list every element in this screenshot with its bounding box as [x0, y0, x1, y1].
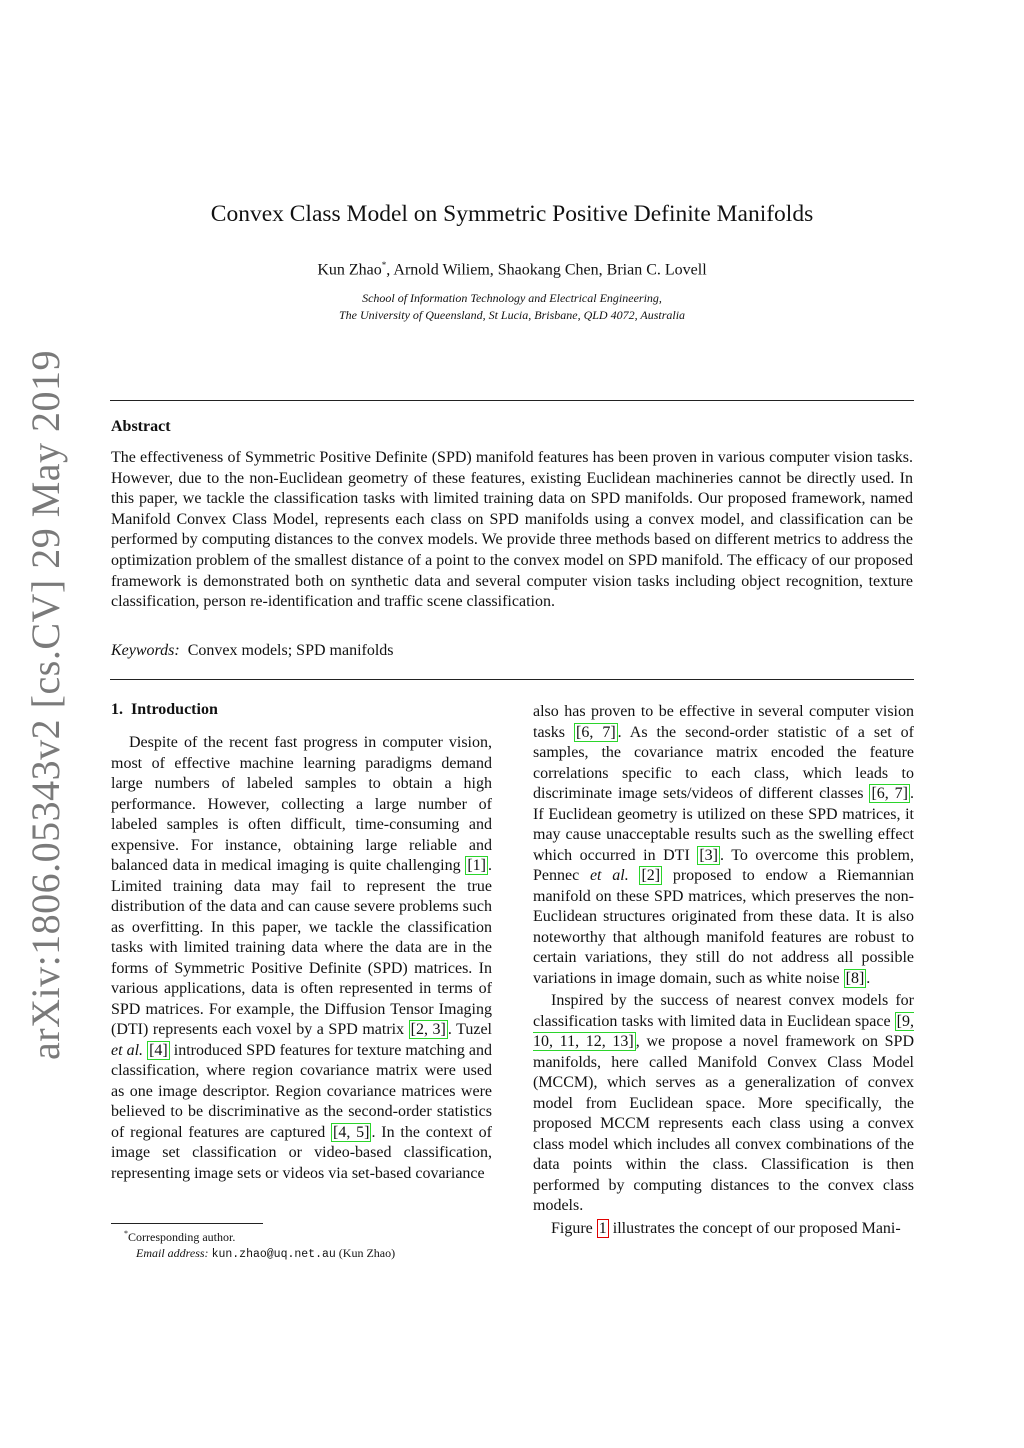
citation-link[interactable]: [8] — [845, 969, 865, 987]
keywords-label: Keywords: — [111, 642, 180, 659]
author-list — [0, 260, 1024, 279]
intro-paragraph-1: Despite of the recent fast progress in computer vision, most of effective machine learning paradigms demand large numbers of labeled samples to obtain a high performance. However, collecting a large number of labeled samples is often difficult, time-consuming and expensive. For instance, obtaining large reliable and balanced data in medical imaging is quite challenging [1] . Limited training data may fail to represent the true distribution of the data and can cause severe problems such as overfitting. In this paper, we tackle the classification tasks with limited training data where the data are in the forms of Symmetric Positive Definite (SPD) matrices. In various applications, data is often represented in terms of SPD matrices. For example, the Diffusion Tensor Imaging (DTI) represents each voxel by a SPD matrix [2, 3] . Tuzel et al. [4] introduced SPD features for texture matching and classification, where region covariance matrix were used as one image descriptor. Region covariance matrices were believed to be discriminative as the second-order statistics of regional features are captured [4, 5] . In the context of image set classification or video-based classification, representing image sets or videos via set-based covariance — [111, 734, 493, 1182]
citation-link[interactable]: [2] — [641, 867, 661, 884]
abstract-text: The effectiveness of Symmetric Positive Definite (SPD) manifold features has been proven in various computer vision tasks. However, due to the non-Euclidean geometry of these features, existing Euclidean machineries cannot be directly used. In this paper, we tackle the classification tasks with limited training data on SPD manifolds. Our proposed framework, named Manifold Convex Class Model, represents each class on SPD manifolds using a convex model, and classification can be performed by computing distances to the convex models. We provide three methods based on different metrics to address the optimization problem of the smallest distance of a point to the convex model on SPD manifold. The efficacy of our proposed framework is demonstrated both on synthetic data and several computer vision tasks including object recognition, texture classification, person re-identification and traffic scene classification. — [111, 449, 913, 611]
corresponding-mark: * — [381, 260, 387, 270]
footnote-rule — [111, 1223, 263, 1224]
footnote-corresponding: *Corresponding author. — [124, 1229, 236, 1244]
intro-paragraph-2: Inspired by the success of nearest convex models for classification tasks with limited data in Euclidean space [9, 10, 11, 12, 13] , we propose a novel framework on SPD manifolds, here called Manifold Convex Class Model (MCCM), which serves as a generalization of convex model from Euclidean space. More specifically, the proposed MCCM represents each class using a convex class model which includes all convex combinations of the data points within the class. Classification is then performed by computing distances to the convex class models. — [533, 992, 915, 1214]
citation-link[interactable]: [6, 7] — [576, 723, 616, 741]
citation-link[interactable]: [4] — [149, 1041, 168, 1059]
intro-paragraph-1-continued: also has proven to be effective in several computer vision tasks [6, 7] . As the second-order statistic of a set of samples, the covariance matrix encoded the feature correlations specific to each class, which leads to discriminate image sets/videos of different classes [6, 7] . If Euclidean geometry is utilized on these SPD matrices, it may cause unacceptable results such as the swelling effect which occurred in DTI [3] . To overcome this problem, Pennec et al. [2] proposed to endow a Riemannian manifold on these SPD matrices, which preserves the non-Euclidean structures originated from these data. It is also noteworthy that although manifold features are robust to certain variations, they still do not address all possible variations in image domain, such as white noise [8] . — [533, 703, 915, 987]
abstract-top-rule — [110, 400, 914, 401]
email-link[interactable]: kun.zhao@uq.net.au — [211, 1248, 336, 1261]
citation-link[interactable]: [4, 5] — [333, 1123, 370, 1141]
citation-link[interactable]: [9, 10, 11, 12, 13] — [533, 1012, 914, 1050]
email-label: Email address: — [136, 1246, 209, 1260]
citation-link[interactable]: [6, 7] — [871, 785, 909, 802]
left-column — [111, 733, 492, 1184]
keywords-value: Convex models; SPD manifolds — [187, 642, 394, 659]
keywords — [111, 642, 394, 660]
abstract-heading: Abstract — [111, 418, 171, 435]
section-heading — [111, 701, 218, 719]
section-number: 1. — [111, 701, 123, 718]
affiliation-line-1: School of Information Technology and Electrical Engineering, — [362, 291, 662, 305]
section-title: Introduction — [131, 701, 218, 718]
paper-title: Convex Class Model on Symmetric Positive Definite Manifolds — [210, 201, 814, 227]
intro-paragraph-3: Figure 1 illustrates the concept of our proposed Mani- — [551, 1219, 901, 1237]
affiliation-line-2: The University of Queensland, St Lucia, Brisbane, QLD 4072, Australia — [338, 308, 686, 322]
citation-link[interactable]: [1] — [467, 857, 486, 874]
citation-link[interactable]: [2, 3] — [410, 1021, 446, 1038]
right-column — [533, 702, 914, 1239]
citation-link[interactable]: [3] — [699, 846, 718, 864]
other-authors: , Arnold Wiliem, Shaokang Chen, Brian C. Lovell — [386, 261, 707, 279]
arxiv-stamp: arXiv:1806.05343v2 [cs.CV] 29 May 2019 — [23, 349, 68, 1060]
figure-link[interactable]: 1 — [598, 1219, 607, 1237]
first-author: Kun Zhao — [317, 261, 382, 279]
footnote-email: Email address: kun.zhao@uq.net.au (Kun Zhao) — [136, 1246, 396, 1261]
abstract-bottom-rule — [110, 679, 914, 680]
